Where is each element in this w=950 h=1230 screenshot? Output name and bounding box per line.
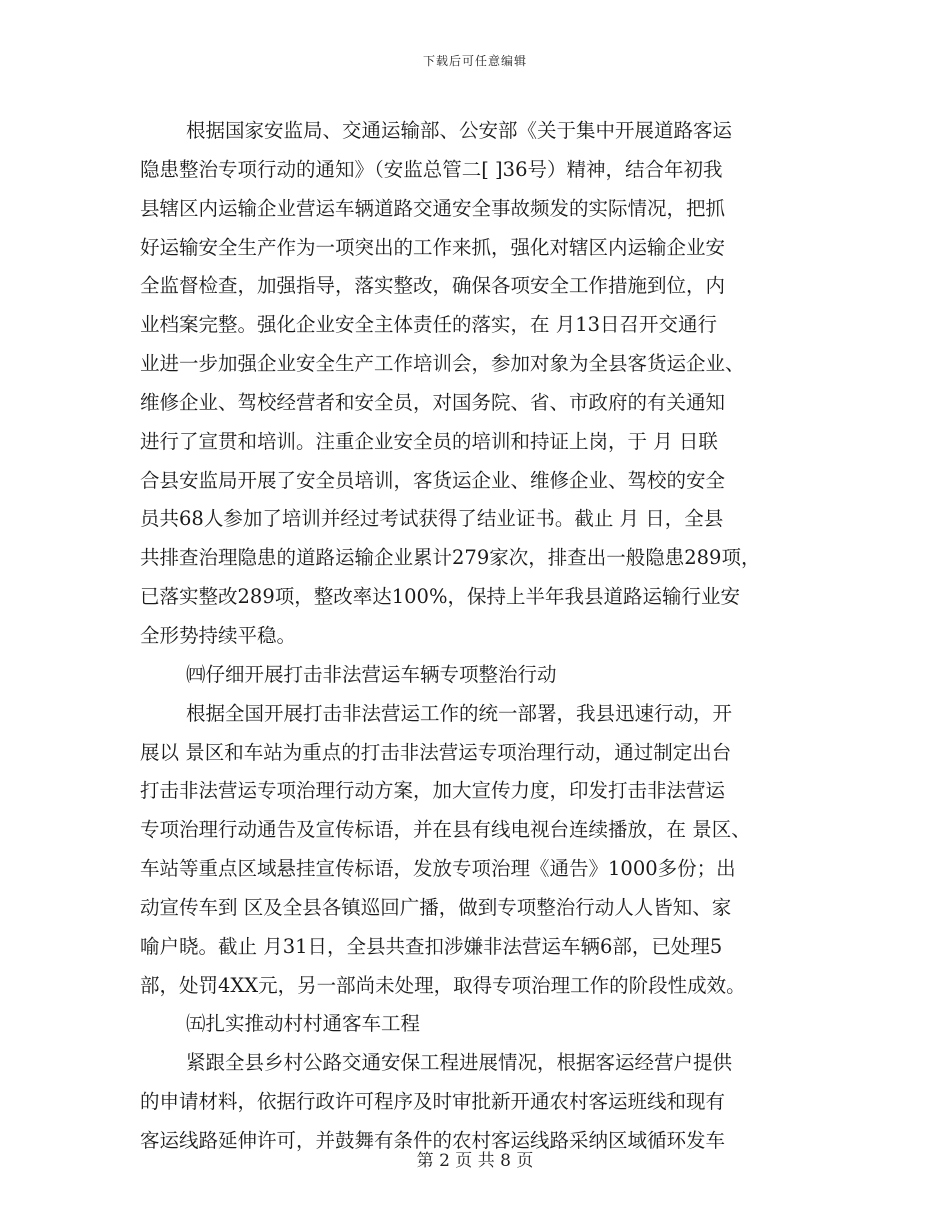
text-line-22: 喻户晓。截止 月31日，全县共查扣涉嫌非法营运车辆6部，已处理5 <box>140 934 723 958</box>
text-line-23: 部，处罚4XX元，另一部尚未处理，取得专项治理工作的阶段性成效。 <box>140 973 746 997</box>
text-line-1: 根据国家安监局、交通运输部、公安部《关于集中开展道路客运 <box>186 119 733 142</box>
text-line-13: 已落实整改289项，整改率达100%，保持上半年我县道路运输行业安 <box>140 585 740 609</box>
text-line-19: 专项治理行动通告及宣传标语，并在县有线电视台连续播放，在 景区、 <box>140 818 751 842</box>
section-heading-5: ㈤扎实推动村村通客车工程 <box>186 1012 421 1036</box>
text-line-18: 打击非法营运专项治理行动方案，加大宣传力度，印发打击非法营运 <box>140 779 726 803</box>
text-line-5: 全监督检查，加强指导，落实整改，确保各项安全工作措施到位，内 <box>140 274 726 298</box>
text-line-12: 共排查治理隐患的道路运输企业累计279家次，排查出一般隐患289项， <box>140 546 761 570</box>
text-line-9: 进行了宣贯和培训。注重企业安全员的培训和持证上岗，于 月 日联 <box>140 429 718 453</box>
text-line-4: 好运输安全生产作为一项突出的工作来抓，强化对辖区内运输企业安 <box>140 235 726 259</box>
document-body <box>140 112 840 1161</box>
text-line-20: 车站等重点区域悬挂宣传标语，发放专项治理《通告》1000多份；出 <box>140 857 736 881</box>
text-line-7: 业进一步加强企业安全生产工作培训会，参加对象为全县客货运企业、 <box>140 352 745 376</box>
page-number: 第 2 页 共 8 页 <box>416 1151 534 1171</box>
text-line-21: 动宣传车到 区及全县各镇巡回广播，做到专项整治行动人人皆知、家 <box>140 895 732 919</box>
text-line-2: 隐患整治专项行动的通知》（安监总管二[ ]36号）精神，结合年初我 <box>140 157 723 181</box>
text-line-8: 维修企业、驾校经营者和安全员，对国务院、省、市政府的有关通知 <box>140 390 726 414</box>
text-line-26: 的申请材料，依据行政许可程序及时审批新开通农村客运班线和现有 <box>140 1090 726 1114</box>
text-line-27: 客运线路延伸许可，并鼓舞有条件的农村客运线路采纳区域循环发车 <box>140 1128 726 1152</box>
text-line-11: 员共68人参加了培训并经过考试获得了结业证书。截止 月 日，全县 <box>140 507 724 531</box>
text-line-3: 县辖区内运输企业营运车辆道路交通安全事故频发的实际情况，把抓 <box>140 196 726 220</box>
text-line-17: 展以 景区和车站为重点的打击非法营运专项治理行动，通过制定出台 <box>140 740 732 764</box>
text-line-16: 根据全国开展打击非法营运工作的统一部署，我县迅速行动，开 <box>186 701 733 725</box>
text-line-6: 业档案完整。强化企业安全主体责任的落实，在 月13日召开交通行 <box>140 313 718 337</box>
text-line-10: 合县安监局开展了安全员培训，客货运企业、维修企业、驾校的安全 <box>140 468 726 492</box>
text-line-14: 全形势持续平稳。 <box>140 623 297 647</box>
page-header-note: 下载后可任意编辑 <box>422 54 527 68</box>
section-heading-4: ㈣仔细开展打击非法营运车辆专项整治行动 <box>186 662 557 686</box>
text-line-25: 紧跟全县乡村公路交通安保工程进展情况，根据客运经营户提供 <box>186 1051 733 1075</box>
